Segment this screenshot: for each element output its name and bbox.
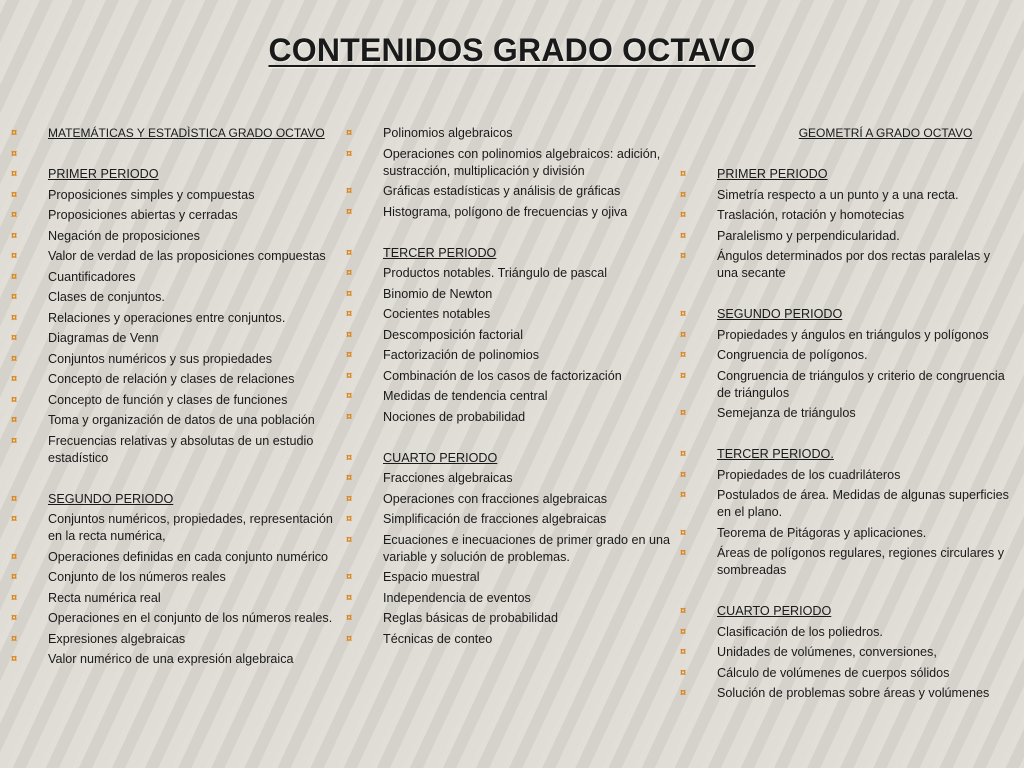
list-item bbox=[8, 166, 335, 183]
list-item-text: Espacio muestral bbox=[383, 570, 480, 584]
list-item-text: Postulados de área. Medidas de algunas superficies en el plano. bbox=[717, 488, 1009, 519]
list-item bbox=[8, 549, 335, 566]
bullet-icon: ¤ bbox=[346, 591, 353, 604]
list-item-text: Ángulos determinados por dos rectas paralelas y una secante bbox=[717, 249, 991, 280]
bullet-icon: ¤ bbox=[346, 127, 353, 139]
list-item bbox=[677, 603, 1014, 620]
list-item-text: Técnicas de conteo bbox=[383, 631, 493, 646]
list-item bbox=[8, 569, 335, 586]
bullet-icon: ¤ bbox=[11, 352, 18, 365]
bullet-icon: ¤ bbox=[346, 287, 353, 300]
list-item-text: GEOMETRÍ A GRADO OCTAVO bbox=[798, 126, 973, 140]
list-item bbox=[677, 665, 1014, 682]
list-item-text: Negación de proposiciones bbox=[48, 228, 200, 243]
list-item-text: Independencia de eventos bbox=[383, 590, 531, 605]
list-item-text: Gráficas estadísticas y análisis de gráficas bbox=[383, 184, 621, 198]
bullet-icon: ¤ bbox=[11, 513, 18, 525]
bullet-icon: ¤ bbox=[11, 147, 18, 160]
list-item bbox=[677, 446, 1014, 463]
list-item bbox=[8, 330, 335, 347]
bullet-icon: ¤ bbox=[680, 526, 687, 539]
list-item-text: Traslación, rotación y homotecias bbox=[717, 208, 905, 222]
list-item-text: Congruencia de triángulos y criterio de congruencia de triángulos bbox=[717, 368, 1005, 400]
bullet-icon: ¤ bbox=[680, 666, 687, 679]
list-item-text: Frecuencias relativas y absolutas de un estudio estadístico bbox=[48, 433, 314, 465]
list-item bbox=[343, 590, 680, 607]
bullet-icon: ¤ bbox=[680, 328, 687, 341]
list-item bbox=[8, 289, 335, 306]
list-item-text: Semejanza de triángulos bbox=[717, 406, 856, 420]
spacer bbox=[677, 286, 1014, 303]
list-item-text: TERCER PERIODO bbox=[383, 245, 497, 260]
list-item bbox=[677, 685, 1014, 702]
bullet-icon: ¤ bbox=[346, 369, 353, 382]
bullet-icon: ¤ bbox=[346, 612, 353, 624]
bullet-icon: ¤ bbox=[680, 625, 687, 638]
content-list bbox=[8, 125, 335, 668]
list-item bbox=[677, 125, 1014, 142]
list-item bbox=[343, 631, 680, 648]
list-item-text: Congruencia de polígonos. bbox=[717, 348, 868, 362]
list-item-text: Histograma, polígono de frecuencias y ojiva bbox=[383, 204, 628, 219]
bullet-icon: ¤ bbox=[11, 209, 18, 221]
list-item-text: CUARTO PERIODO bbox=[717, 604, 832, 618]
bullet-icon: ¤ bbox=[680, 646, 687, 658]
bullet-icon: ¤ bbox=[11, 414, 18, 426]
list-item-text: Valor numérico de una expresión algebraica bbox=[48, 652, 294, 666]
list-item-text: Binomio de Newton bbox=[383, 286, 493, 301]
list-item-text: Descomposición factorial bbox=[383, 327, 523, 342]
list-item bbox=[343, 491, 680, 508]
list-item-text: TERCER PERIODO. bbox=[717, 447, 834, 461]
list-item-text: Cuantificadores bbox=[48, 269, 136, 284]
bullet-icon: ¤ bbox=[11, 311, 18, 324]
list-item-text: Medidas de tendencia central bbox=[383, 389, 548, 403]
list-item-text: Conjuntos numéricos, propiedades, representación en la recta numérica, bbox=[48, 512, 333, 543]
list-item bbox=[8, 187, 335, 204]
bullet-icon: ¤ bbox=[680, 448, 687, 460]
bullet-icon: ¤ bbox=[11, 250, 18, 262]
list-item-text: Áreas de polígonos regulares, regiones circulares y sombreadas bbox=[717, 546, 1005, 577]
bullet-icon: ¤ bbox=[346, 205, 353, 218]
list-item bbox=[8, 511, 335, 545]
bullet-icon: ¤ bbox=[11, 393, 18, 406]
list-item-text: Proposiciones simples y compuestas bbox=[48, 187, 255, 202]
bullet-icon: ¤ bbox=[680, 468, 687, 481]
list-item-text: Conjuntos numéricos y sus propiedades bbox=[48, 351, 273, 366]
bullet-icon: ¤ bbox=[11, 373, 18, 385]
list-item bbox=[343, 245, 680, 262]
bullet-icon: ¤ bbox=[11, 291, 18, 303]
list-item bbox=[343, 610, 680, 627]
spacer bbox=[343, 224, 680, 241]
list-item bbox=[8, 610, 335, 627]
bullet-icon: ¤ bbox=[11, 332, 18, 344]
list-item bbox=[8, 392, 335, 409]
list-item-text: Toma y organización de datos de una población bbox=[48, 413, 315, 427]
list-item-text: SEGUNDO PERIODO bbox=[717, 307, 843, 321]
bullet-icon: ¤ bbox=[11, 229, 18, 242]
list-item-text: Proposiciones abiertas y cerradas bbox=[48, 208, 238, 222]
bullet-icon: ¤ bbox=[11, 591, 18, 604]
column-matematicas bbox=[8, 125, 335, 672]
bullet-icon: ¤ bbox=[680, 188, 687, 201]
list-item-text: Concepto de relación y clases de relaciones bbox=[48, 372, 295, 386]
list-item-text: Cocientes notables bbox=[383, 307, 491, 321]
column-geometria bbox=[677, 125, 1014, 706]
list-item bbox=[677, 644, 1014, 661]
list-item-text: Propiedades y ángulos en triángulos y polígonos bbox=[717, 327, 989, 342]
list-item bbox=[343, 204, 680, 221]
list-item bbox=[677, 327, 1014, 344]
spacer bbox=[677, 583, 1014, 600]
list-item bbox=[343, 183, 680, 200]
list-item-text: Paralelismo y perpendicularidad. bbox=[717, 228, 900, 243]
list-item-text: Operaciones definidas en cada conjunto numérico bbox=[48, 549, 329, 564]
bullet-icon: ¤ bbox=[346, 328, 353, 341]
list-item-text: Nociones de probabilidad bbox=[383, 409, 526, 424]
bullet-icon: ¤ bbox=[680, 229, 687, 242]
list-item bbox=[677, 207, 1014, 224]
bullet-icon: ¤ bbox=[346, 246, 353, 259]
list-item bbox=[343, 470, 680, 487]
list-item bbox=[677, 306, 1014, 323]
bullet-icon: ¤ bbox=[11, 270, 18, 283]
list-item bbox=[677, 347, 1014, 364]
list-item bbox=[343, 450, 680, 467]
list-item bbox=[8, 491, 335, 508]
list-item-text: Simetría respecto a un punto y a una recta. bbox=[717, 187, 959, 202]
bullet-icon: ¤ bbox=[680, 209, 687, 221]
list-item bbox=[343, 388, 680, 405]
bullet-icon: ¤ bbox=[680, 308, 687, 320]
list-item-text: Operaciones en el conjunto de los números reales. bbox=[48, 611, 333, 625]
bullet-icon: ¤ bbox=[680, 250, 687, 262]
list-item-text: MATEMÁTICAS Y ESTADÌSTICA GRADO OCTAVO bbox=[48, 126, 325, 140]
list-item-text: Combinación de los casos de factorización bbox=[383, 368, 622, 383]
bullet-icon: ¤ bbox=[680, 605, 687, 617]
bullet-icon: ¤ bbox=[346, 308, 353, 320]
list-item-text: Operaciones con fracciones algebraicas bbox=[383, 491, 608, 506]
list-item bbox=[343, 532, 680, 566]
list-item bbox=[677, 248, 1014, 282]
bullet-icon: ¤ bbox=[11, 127, 18, 139]
list-item-text: Solución de problemas sobre áreas y volúmenes bbox=[717, 686, 990, 700]
list-item-text: PRIMER PERIODO bbox=[48, 167, 159, 181]
list-item-text: Relaciones y operaciones entre conjuntos. bbox=[48, 310, 286, 325]
list-item-text: SEGUNDO PERIODO bbox=[48, 491, 174, 506]
list-item bbox=[677, 624, 1014, 641]
bullet-icon: ¤ bbox=[680, 547, 687, 559]
list-item bbox=[8, 433, 335, 467]
page-title: CONTENIDOS GRADO OCTAVO bbox=[268, 32, 756, 68]
list-item bbox=[677, 228, 1014, 245]
list-item bbox=[8, 228, 335, 245]
list-item-text: Teorema de Pitágoras y aplicaciones. bbox=[717, 525, 927, 540]
list-item bbox=[343, 569, 680, 586]
list-item bbox=[677, 405, 1014, 422]
list-item-text: Valor de verdad de las proposiciones compuestas bbox=[48, 249, 326, 263]
list-item bbox=[8, 351, 335, 368]
list-item bbox=[343, 409, 680, 426]
spacer bbox=[677, 426, 1014, 443]
list-item bbox=[8, 651, 335, 668]
list-item-text: Diagramas de Venn bbox=[48, 331, 159, 345]
list-item bbox=[343, 327, 680, 344]
bullet-icon: ¤ bbox=[346, 513, 353, 525]
bullet-icon: ¤ bbox=[11, 653, 18, 665]
bullet-icon: ¤ bbox=[11, 188, 18, 201]
list-item-text: PRIMER PERIODO bbox=[717, 167, 828, 181]
list-item bbox=[343, 511, 680, 528]
bullet-icon: ¤ bbox=[346, 451, 353, 464]
list-item bbox=[8, 146, 335, 163]
list-item bbox=[8, 590, 335, 607]
bullet-icon: ¤ bbox=[346, 571, 353, 583]
bullet-icon: ¤ bbox=[11, 492, 18, 505]
list-item-text: Ecuaciones e inecuaciones de primer grado en una variable y solución de problemas. bbox=[383, 532, 671, 564]
list-item-text: Clasificación de los poliedros. bbox=[717, 624, 883, 639]
bullet-icon: ¤ bbox=[346, 632, 353, 645]
bullet-icon: ¤ bbox=[346, 533, 353, 546]
list-item bbox=[8, 248, 335, 265]
list-item bbox=[8, 310, 335, 327]
content-list bbox=[343, 125, 680, 648]
bullet-icon: ¤ bbox=[346, 267, 353, 279]
bullet-icon: ¤ bbox=[346, 492, 353, 505]
content-list bbox=[677, 125, 1014, 702]
bullet-icon: ¤ bbox=[11, 612, 18, 624]
list-item bbox=[8, 371, 335, 388]
list-item-text: Operaciones con polinomios algebraicos: adición, sustracción, multiplicación y división bbox=[383, 146, 661, 178]
list-item bbox=[343, 265, 680, 282]
list-item bbox=[677, 545, 1014, 579]
list-item-text: CUARTO PERIODO bbox=[383, 450, 498, 465]
bullet-icon: ¤ bbox=[680, 369, 687, 382]
list-item-text: Productos notables. Triángulo de pascal bbox=[383, 266, 608, 280]
list-item-text: Fracciones algebraicas bbox=[383, 471, 513, 485]
bullet-icon: ¤ bbox=[346, 349, 353, 361]
list-item-text: Polinomios algebraicos bbox=[383, 126, 513, 140]
list-item-text: Simplificación de fracciones algebraicas bbox=[383, 512, 607, 526]
list-item bbox=[8, 269, 335, 286]
list-item-text: Expresiones algebraicas bbox=[48, 631, 186, 646]
list-item-text: Cálculo de volúmenes de cuerpos sólidos bbox=[717, 665, 950, 680]
list-item bbox=[343, 146, 680, 180]
list-item-text: Conjunto de los números reales bbox=[48, 570, 226, 584]
bullet-icon: ¤ bbox=[346, 472, 353, 484]
list-item-text: Reglas básicas de probabilidad bbox=[383, 611, 559, 625]
list-item-text: Clases de conjuntos. bbox=[48, 290, 165, 304]
bullet-icon: ¤ bbox=[11, 434, 18, 447]
bullet-icon: ¤ bbox=[11, 632, 18, 645]
list-item-text: Recta numérica real bbox=[48, 590, 161, 605]
bullet-icon: ¤ bbox=[346, 410, 353, 423]
list-item bbox=[677, 487, 1014, 521]
list-item-text: Concepto de función y clases de funciones bbox=[48, 392, 288, 407]
list-item bbox=[8, 412, 335, 429]
bullet-icon: ¤ bbox=[11, 168, 18, 180]
bullet-icon: ¤ bbox=[680, 687, 687, 699]
bullet-icon: ¤ bbox=[680, 407, 687, 419]
list-item-text: Factorización de polinomios bbox=[383, 348, 540, 362]
list-item bbox=[343, 125, 680, 142]
list-item bbox=[8, 207, 335, 224]
list-item bbox=[343, 306, 680, 323]
list-item bbox=[343, 286, 680, 303]
list-item bbox=[343, 368, 680, 385]
spacer bbox=[343, 429, 680, 446]
spacer bbox=[8, 470, 335, 487]
list-item bbox=[677, 187, 1014, 204]
bullet-icon: ¤ bbox=[680, 168, 687, 180]
bullet-icon: ¤ bbox=[680, 349, 687, 361]
list-item bbox=[343, 347, 680, 364]
bullet-icon: ¤ bbox=[346, 185, 353, 197]
bullet-icon: ¤ bbox=[11, 550, 18, 563]
list-item bbox=[8, 631, 335, 648]
bullet-icon: ¤ bbox=[680, 489, 687, 501]
list-item bbox=[8, 125, 335, 142]
bullet-icon: ¤ bbox=[11, 571, 18, 583]
list-item bbox=[677, 525, 1014, 542]
list-item bbox=[677, 467, 1014, 484]
bullet-icon: ¤ bbox=[346, 147, 353, 160]
list-item-text: Unidades de volúmenes, conversiones, bbox=[717, 645, 937, 659]
spacer bbox=[677, 146, 1014, 163]
bullet-icon: ¤ bbox=[346, 390, 353, 402]
list-item bbox=[677, 368, 1014, 402]
list-item bbox=[677, 166, 1014, 183]
column-continuacion bbox=[343, 125, 680, 651]
list-item-text: Propiedades de los cuadriláteros bbox=[717, 467, 901, 482]
